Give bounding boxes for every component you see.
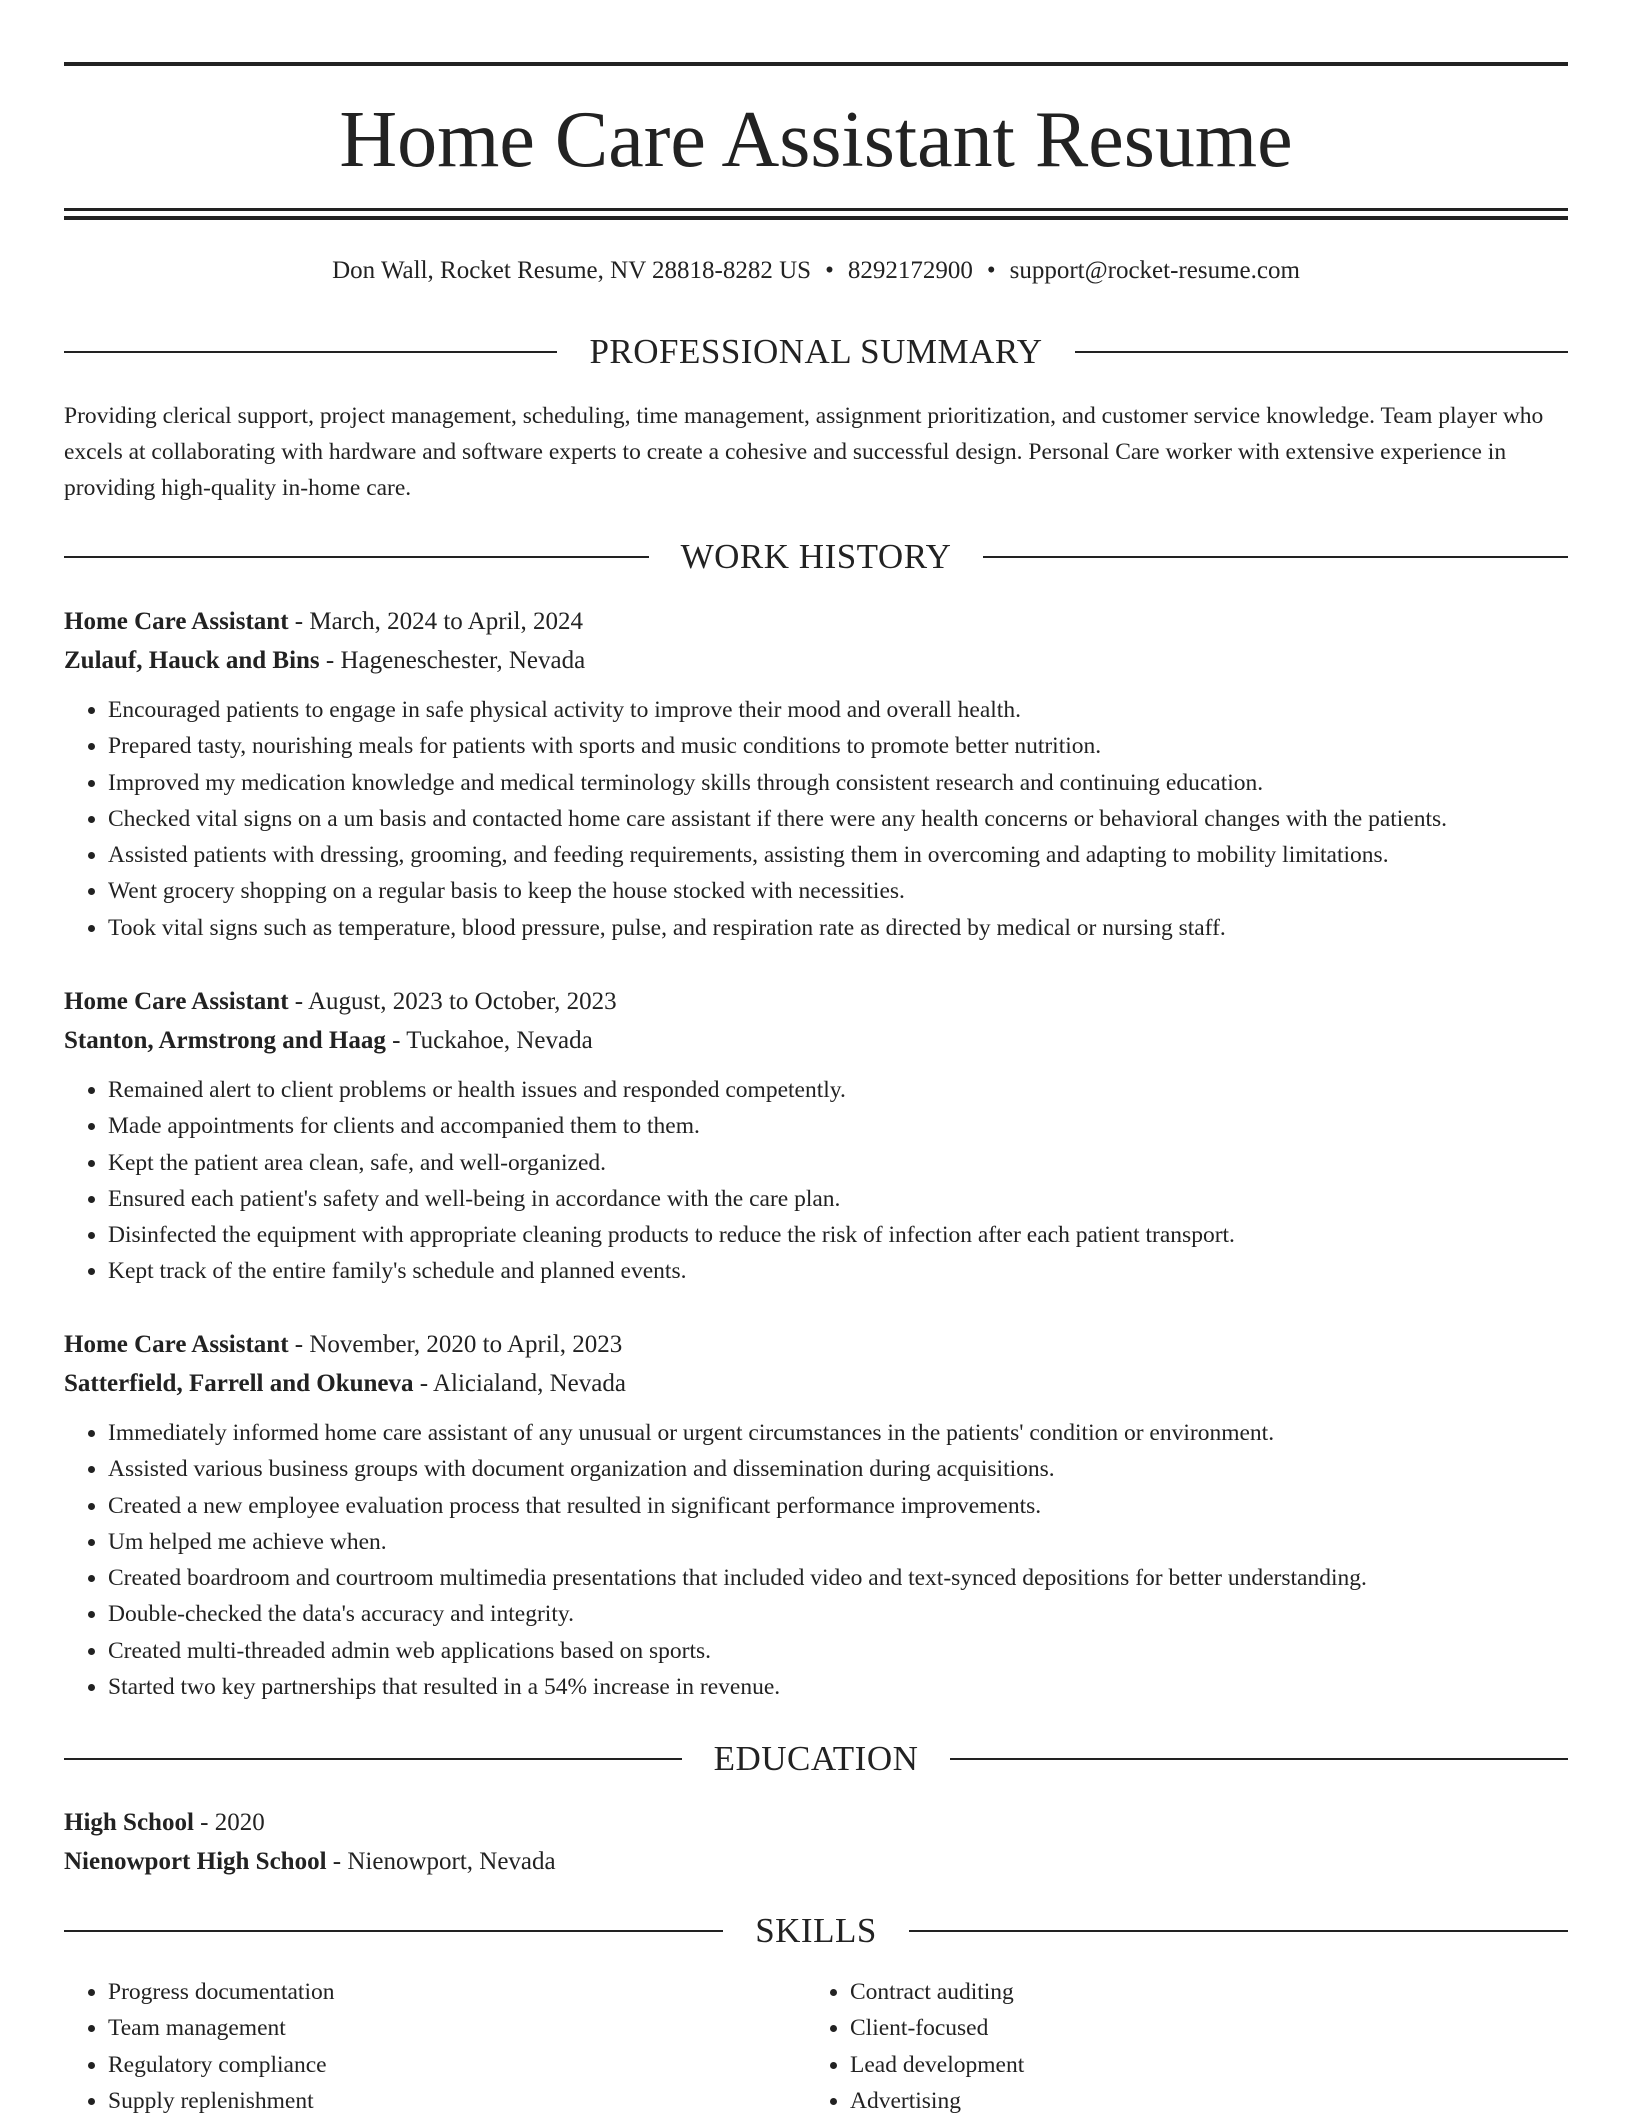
list-item: • Encouraged patients to engage in safe physical activity to improve their mood and overall health. — [108, 692, 1568, 728]
list-item: • Assisted patients with dressing, grooming, and feeding requirements, assisting them in overcoming and adapting to mobility limitations. — [108, 837, 1568, 873]
job-title-line — [64, 982, 1568, 1021]
skills-column-left — [64, 1974, 806, 2119]
list-item: • Created a new employee evaluation process that resulted in significant performance improvements. — [108, 1488, 1568, 1524]
list-item: • Checked vital signs on a um basis and contacted home care assistant if there were any health concerns or behavioral changes with the patients. — [108, 801, 1568, 837]
list-item: • Disinfected the equipment with appropriate cleaning products to reduce the risk of infection after each patient transport. — [108, 1217, 1568, 1253]
list-item: • Kept the patient area clean, safe, and well-organized. — [108, 1145, 1568, 1181]
list-item: • Created multi-threaded admin web applications based on sports. — [108, 1633, 1568, 1669]
heading-label: EDUCATION — [713, 1739, 919, 1778]
heading-rule — [64, 1758, 682, 1760]
job-title: Home Care Assistant — [64, 608, 289, 635]
list-item: • Double-checked the data's accuracy and integrity. — [108, 1596, 1568, 1632]
job-company: Stanton, Armstrong and Haag — [64, 1027, 386, 1054]
list-item: • Progress documentation — [108, 1974, 806, 2010]
education-degree-line — [64, 1803, 1568, 1842]
job-company-line — [64, 1364, 1568, 1403]
heading-label: SKILLS — [755, 1911, 877, 1950]
job-location: - Alicialand, Nevada — [413, 1370, 626, 1397]
list-item: • Client-focused — [850, 2010, 1548, 2046]
contact-email: support@rocket-resume.com — [1009, 257, 1300, 284]
list-item: • Contract auditing — [850, 1974, 1548, 2010]
job-dates: - March, 2024 to April, 2024 — [288, 608, 583, 635]
list-item: • Lead development — [850, 2047, 1548, 2083]
skills-list — [64, 1974, 1568, 2119]
education-location: - Nienowport, Nevada — [326, 1848, 556, 1875]
list-item: • Improved my medication knowledge and medical terminology skills through consistent research and continuing education. — [108, 765, 1568, 801]
heading-label: WORK HISTORY — [680, 537, 952, 576]
skills-bullets — [806, 1974, 1548, 2119]
skills-bullets — [64, 1974, 806, 2119]
heading-rule — [64, 1930, 723, 1932]
skills-column-right — [806, 1974, 1548, 2119]
job-entry — [64, 602, 1568, 946]
list-item: • Kept track of the entire family's schedule and planned events. — [108, 1253, 1568, 1289]
list-item: • Made appointments for clients and accompanied them to them. — [108, 1108, 1568, 1144]
job-location: - Hageneschester, Nevada — [319, 647, 586, 674]
list-item: • Ensured each patient's safety and well-being in accordance with the care plan. — [108, 1181, 1568, 1217]
contact-address: Don Wall, Rocket Resume, NV 28818-8282 US — [332, 257, 812, 284]
job-entry — [64, 982, 1568, 1290]
heading-rule — [983, 556, 1568, 558]
heading-rule — [950, 1758, 1568, 1760]
heading-label: PROFESSIONAL SUMMARY — [589, 332, 1043, 371]
job-title-line — [64, 602, 1568, 641]
heading-rule — [64, 556, 649, 558]
list-item: • Team management — [108, 2010, 806, 2046]
job-title-line — [64, 1325, 1568, 1364]
list-item: • Um helped me achieve when. — [108, 1524, 1568, 1560]
heading-rule — [1075, 351, 1568, 353]
job-bullets — [64, 1072, 1568, 1290]
heading-rule — [64, 351, 557, 353]
education-entry — [64, 1803, 1568, 1881]
list-item: • Created boardroom and courtroom multimedia presentations that included video and text-synced depositions for better understanding. — [108, 1560, 1568, 1596]
summary-text: Providing clerical support, project management, scheduling, time management, assignment prioritization, and customer service knowledge. Team player who excels at collaborating with hardware and software experts to create a cohesive and successful design. Personal Care worker with extensive experience in providing high-quality in-home care. — [64, 403, 1544, 501]
job-dates: - November, 2020 to April, 2023 — [288, 1331, 623, 1358]
job-company-line — [64, 641, 1568, 680]
education-degree: High School — [64, 1809, 194, 1836]
contact-line — [64, 254, 1568, 288]
job-location: - Tuckahoe, Nevada — [385, 1027, 593, 1054]
section-heading-education — [64, 1737, 1568, 1781]
education-year: - 2020 — [193, 1809, 265, 1836]
job-company: Zulauf, Hauck and Bins — [64, 647, 320, 674]
education-school-line — [64, 1842, 1568, 1881]
contact-separator: • — [825, 257, 834, 284]
resume-title: Home Care Assistant Resume — [339, 96, 1293, 184]
contact-separator: • — [986, 257, 996, 284]
section-heading-summary — [64, 330, 1568, 374]
job-company-line — [64, 1021, 1568, 1060]
title-double-rule — [64, 208, 1568, 220]
list-item: • Started two key partnerships that resulted in a 54% increase in revenue. — [108, 1669, 1568, 1705]
job-entry — [64, 1325, 1568, 1705]
list-item: • Advertising — [850, 2083, 1548, 2119]
list-item: • Supply replenishment — [108, 2083, 806, 2119]
job-bullets — [64, 692, 1568, 946]
contact-phone: 8292172900 — [847, 257, 973, 284]
list-item: • Immediately informed home care assistant of any unusual or urgent circumstances in the patients' condition or environment. — [108, 1415, 1568, 1451]
list-item: • Went grocery shopping on a regular basis to keep the house stocked with necessities. — [108, 873, 1568, 909]
job-title: Home Care Assistant — [64, 1331, 289, 1358]
list-item: • Regulatory compliance — [108, 2047, 806, 2083]
top-rule — [64, 62, 1568, 66]
section-heading-work-history — [64, 535, 1568, 579]
heading-rule — [909, 1930, 1568, 1932]
education-school: Nienowport High School — [64, 1848, 327, 1875]
job-bullets — [64, 1415, 1568, 1705]
list-item: • Remained alert to client problems or health issues and responded competently. — [108, 1072, 1568, 1108]
list-item: • Took vital signs such as temperature, blood pressure, pulse, and respiration rate as directed by medical or nursing staff. — [108, 910, 1568, 946]
list-item: • Assisted various business groups with document organization and dissemination during acquisitions. — [108, 1451, 1568, 1487]
section-heading-skills — [64, 1909, 1568, 1953]
list-item: • Prepared tasty, nourishing meals for patients with sports and music conditions to promote better nutrition. — [108, 728, 1568, 764]
job-dates: - August, 2023 to October, 2023 — [288, 988, 617, 1015]
job-company: Satterfield, Farrell and Okuneva — [64, 1370, 414, 1397]
job-title: Home Care Assistant — [64, 988, 289, 1015]
